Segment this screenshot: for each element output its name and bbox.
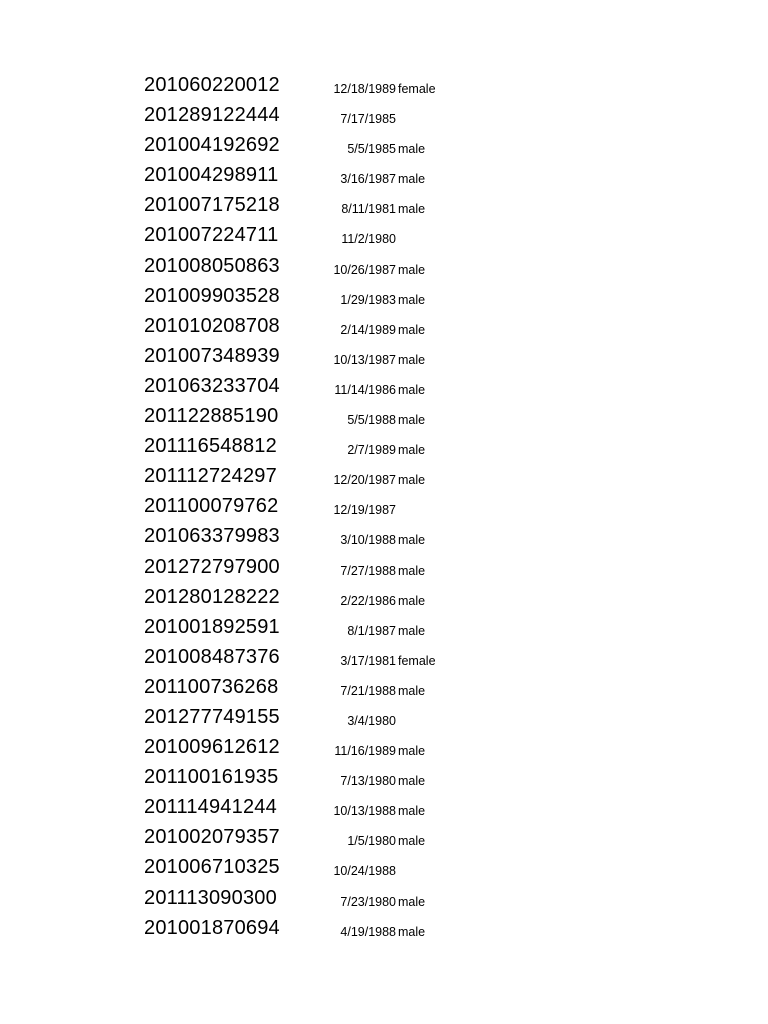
record-row <box>0 674 768 704</box>
record-row <box>0 222 768 252</box>
record-row <box>0 313 768 343</box>
record-row <box>0 854 768 884</box>
record-row <box>0 132 768 162</box>
record-birth-date: 11/14/1986 <box>334 382 396 397</box>
record-id: 201001870694 <box>144 916 280 939</box>
record-birth-date: 10/13/1988 <box>333 804 396 819</box>
record-gender: male <box>398 834 426 849</box>
record-birth-date: 5/5/1985 <box>347 142 396 157</box>
record-birth-date: 2/14/1989 <box>340 322 396 337</box>
record-birth-date: 2/7/1989 <box>347 443 396 458</box>
record-birth-date: 3/16/1987 <box>340 172 396 187</box>
record-row <box>0 373 768 403</box>
record-birth-date: 1/29/1983 <box>340 292 396 307</box>
record-row <box>0 523 768 553</box>
record-row <box>0 824 768 854</box>
record-birth-date: 3/4/1980 <box>347 713 396 728</box>
record-id: 201010208708 <box>144 314 280 337</box>
record-birth-date: 7/27/1988 <box>340 563 396 578</box>
record-birth-date: 7/21/1988 <box>340 683 396 698</box>
record-gender: male <box>398 382 426 397</box>
record-birth-date: 10/24/1988 <box>333 864 396 879</box>
record-row <box>0 192 768 222</box>
record-id: 201289122444 <box>144 104 280 127</box>
record-birth-date: 5/5/1988 <box>347 413 396 428</box>
record-id: 201100161935 <box>144 766 279 789</box>
record-birth-date: 12/18/1989 <box>333 82 396 96</box>
record-row <box>0 554 768 584</box>
record-row <box>0 644 768 674</box>
record-gender: male <box>398 202 426 217</box>
record-id: 201272797900 <box>144 555 280 578</box>
record-id: 201006710325 <box>144 856 280 879</box>
record-row <box>0 403 768 433</box>
record-gender: male <box>398 563 426 578</box>
record-row <box>0 885 768 915</box>
record-birth-date: 10/26/1987 <box>333 262 396 277</box>
record-id: 201009612612 <box>144 736 280 759</box>
record-row <box>0 704 768 734</box>
record-row <box>0 283 768 313</box>
record-gender: male <box>398 352 426 367</box>
record-gender: male <box>398 774 426 789</box>
record-row <box>0 463 768 493</box>
record-birth-date: 7/13/1980 <box>340 774 396 789</box>
record-birth-date: 11/2/1980 <box>341 232 396 247</box>
record-birth-date: 4/19/1988 <box>340 924 396 939</box>
record-gender: female <box>398 653 436 668</box>
record-gender: male <box>398 894 426 909</box>
record-row <box>0 584 768 614</box>
record-birth-date: 8/1/1987 <box>347 623 396 638</box>
record-gender: male <box>398 533 426 548</box>
record-gender: male <box>398 322 426 337</box>
record-birth-date: 11/16/1989 <box>334 744 396 759</box>
record-gender: male <box>398 413 426 428</box>
record-id: 201004192692 <box>144 134 280 157</box>
record-row <box>0 433 768 463</box>
record-row <box>0 794 768 824</box>
record-id: 201280128222 <box>144 585 280 608</box>
record-id: 201122885190 <box>144 405 279 428</box>
record-id: 201100079762 <box>144 495 279 518</box>
record-row <box>0 764 768 794</box>
record-id: 201007224711 <box>144 224 279 247</box>
record-gender: male <box>398 292 426 307</box>
record-row <box>0 614 768 644</box>
record-id: 201277749155 <box>144 705 280 728</box>
record-id: 201009903528 <box>144 284 280 307</box>
record-row <box>0 162 768 192</box>
record-gender: male <box>398 142 426 157</box>
record-row <box>0 734 768 764</box>
record-row <box>0 343 768 373</box>
record-birth-date: 2/22/1986 <box>340 593 396 608</box>
record-row <box>0 102 768 132</box>
record-gender: male <box>398 443 426 458</box>
record-gender: male <box>398 262 426 277</box>
record-id: 201004298911 <box>144 164 279 187</box>
record-birth-date: 8/11/1981 <box>341 202 396 217</box>
record-gender: male <box>398 804 426 819</box>
record-row <box>0 493 768 523</box>
record-birth-date: 10/13/1987 <box>333 352 396 367</box>
record-gender: male <box>398 593 426 608</box>
record-birth-date: 12/19/1987 <box>333 503 396 518</box>
record-birth-date: 12/20/1987 <box>333 473 396 488</box>
record-gender: male <box>398 683 426 698</box>
record-gender: male <box>398 473 426 488</box>
record-id: 201007348939 <box>144 344 280 367</box>
record-gender: female <box>398 82 436 96</box>
record-id: 201001892591 <box>144 615 280 638</box>
record-list <box>0 72 768 945</box>
record-row <box>0 915 768 945</box>
record-id: 201063379983 <box>144 525 280 548</box>
record-id: 201063233704 <box>144 374 280 397</box>
record-id: 201060220012 <box>144 74 280 96</box>
record-id: 201112724297 <box>144 465 277 488</box>
record-id: 201007175218 <box>144 194 280 217</box>
record-id: 201002079357 <box>144 826 280 849</box>
record-birth-date: 3/10/1988 <box>340 533 396 548</box>
record-row <box>0 253 768 283</box>
record-birth-date: 3/17/1981 <box>340 653 396 668</box>
record-id: 201114941244 <box>144 796 277 819</box>
record-birth-date: 7/17/1985 <box>340 112 396 127</box>
record-birth-date: 7/23/1980 <box>340 894 396 909</box>
record-gender: male <box>398 924 426 939</box>
record-id: 201113090300 <box>144 886 277 909</box>
record-id: 201008050863 <box>144 254 280 277</box>
record-id: 201116548812 <box>144 435 277 458</box>
record-gender: male <box>398 172 426 187</box>
record-gender: male <box>398 744 426 759</box>
record-id: 201100736268 <box>144 675 279 698</box>
record-row <box>0 72 768 102</box>
record-birth-date: 1/5/1980 <box>347 834 396 849</box>
record-id: 201008487376 <box>144 645 280 668</box>
record-gender: male <box>398 623 426 638</box>
